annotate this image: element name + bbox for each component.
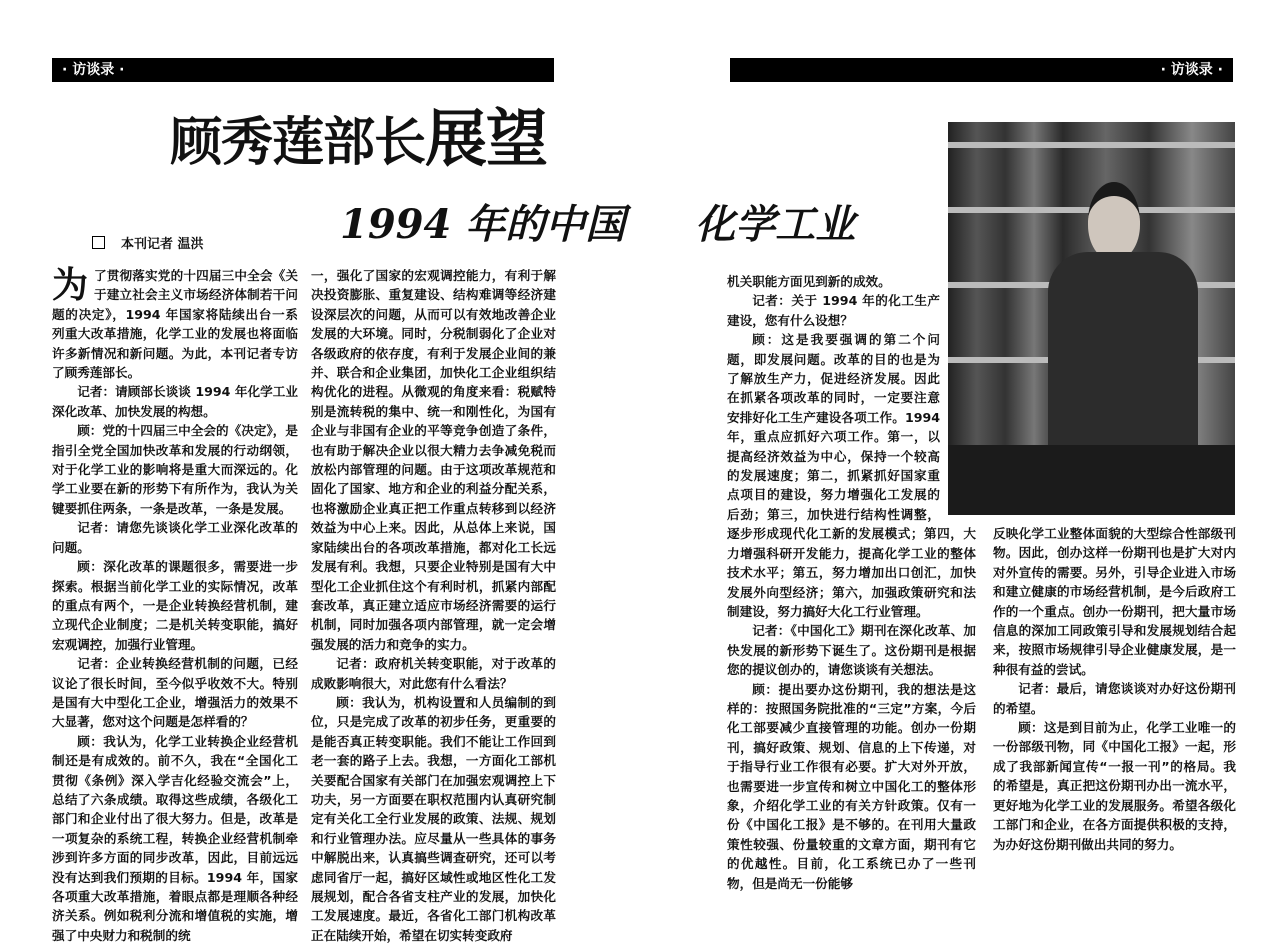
speaker-label: 顾： [77, 423, 103, 439]
speaker-label: 顾： [752, 681, 779, 697]
paragraph [52, 557, 298, 654]
paragraph [727, 272, 976, 291]
section-banner-right [730, 58, 1233, 82]
speaker-label: 顾： [77, 559, 104, 575]
paragraph-text: 请顾部长谈谈 1994 年化学工业深化改革、加快发展的构想。 [52, 384, 298, 419]
speaker-label: 顾： [336, 694, 363, 710]
article-title [170, 104, 547, 178]
drop-cap: 为 [52, 265, 89, 306]
paragraph-text: 一，强化了国家的宏观调控能力，有利于解决投资膨胀、重复建设、结构难调等经济建设深层次的问题，从而可以有效地改善企业发展的大环境。同时，分税制弱化了企业对各级政府的依存度，有利于发展企业间的兼并、联合和企业集团，加快化工企业组织结构优化的进程。从微观的角度来看：税赋特别是流转税的集中、统一和刚性化，为国有企业与非国有企业的平等竞争创造了条件，也有助于解决企业以很大精力去争减免税而放松内部管理的问题。由于这项改革规范和固化了国家、地方和企业的利益分配关系，也将激励企业真正把工作重点转移到以经济效益为中心上来。因此，从总体上来说，国家陆续出台的各项改革措施，都对化工长远发展有利。我想，只要企业特别是国有大中型化工企业抓住这个有利时机，抓紧内部配套改革，真正建立适应市场经济需要的运行机制，同时加强各项内部管理，就一定会增强发展的活力和竞争的实力。 [311, 268, 556, 652]
subtitle-part1: 1994 年的中国 [340, 201, 626, 248]
subtitle-part2: 化学工业 [695, 201, 856, 248]
article-column-right-1 [727, 272, 976, 893]
portrait-photo [948, 122, 1235, 515]
paragraph [52, 266, 298, 382]
paragraph-text: 提出要办这份期刊，我的想法是这样的：按照国务院批准的“三定”方案，今后化工部要减少直接管理的功能。创办一份期刊，搞好政策、规划、信息的上下传递，对于指导行业工作很有必要。扩大对外开放，也需要进一步宣传和树立中国化工的整体形象，介绍化学工业的有关方针政策。仅有一份《中国化工报》是不够的。在刊用大量政策性较强、份量较重的文章方面，期刊有它的优越性。目前，化工系统已办了一些刊物，但是尚无一份能够 [727, 681, 977, 891]
paragraph [52, 518, 298, 557]
speaker-label: 顾： [752, 332, 782, 348]
paragraph [727, 291, 976, 330]
paragraph-text: 政府机关转变职能，对于改革的成败影响很大，对此您有什么看法？ [311, 656, 557, 691]
paragraph-text: 请您先谈谈化学工业深化改革的问题。 [52, 520, 299, 555]
paragraph-text: 我认为，化学工业转换企业经营机制还是有成效的。前不久，我在“全国化工贯彻《条例》深入学吉化经验交流会”上，总结了六条成绩。取得这些成绩，各级化工部门和企业付出了很大努力。但是，改革是一项复杂的系统工程，转换企业经营机制牵涉到许多方面的同步改革，因此，目前远远没有达到我们预期的目标。1994 年，国家各项重大改革措施，着眼点都是理顺各种经济关系。例如税利分流和增值税的实施，增强了中央财力和税制的统 [52, 733, 299, 943]
speaker-label: 记者： [77, 656, 117, 672]
speaker-label: 顾： [77, 733, 104, 749]
paragraph-text: 这是到目前为止，化学工业唯一的一份部级刊物，同《中国化工报》一起，形成了我部新闻宣传“一报一刊”的格局。我的希望是，真正把这份期刊办出一流水平，更好地为化学工业的发展服务。希望各级化工部门和企业，在各方面提供积极的支持，为办好这份期刊做出共同的努力。 [993, 720, 1237, 852]
speaker-label: 记者： [1018, 681, 1057, 697]
paragraph-text: 最后，请您谈谈对办好这份期刊的希望。 [993, 681, 1237, 716]
paragraph-text: 企业转换经营机制的问题，已经议论了很长时间，至今似乎收效不大。特别是国有大中型化工企业，增强活力的效果不大显著，您对这个问题是怎样看的？ [52, 656, 299, 730]
article-subtitle [340, 193, 855, 250]
paragraph [727, 680, 976, 893]
paragraph-text: 关于 1994 年的化工生产建设，您有什么设想？ [727, 293, 941, 328]
paragraph [727, 621, 976, 679]
paragraph-text: 《中国化工》期刊在深化改革、加快发展的新形势下诞生了。这份期刊是根据您的提议创办的，请您谈谈有关想法。 [727, 623, 977, 678]
article-column-left-1 [52, 266, 298, 945]
section-label: · 访谈录 · [1160, 62, 1223, 78]
paragraph [311, 266, 556, 654]
paragraph [52, 654, 298, 732]
paragraph [311, 654, 556, 693]
speaker-label: 记者： [336, 656, 376, 672]
paragraph [993, 679, 1236, 718]
paragraph-text: 党的十四届三中全会的《决定》，是指引全党全国加快改革和发展的行动纲领，对于化学工业的影响将是重大而深远的。化学工业要在新的形势下有所作为，我认为关键要抓住两条，一条是改革，一条是发展。 [52, 423, 299, 516]
paragraph-text: 机关职能方面见到新的成效。 [727, 274, 891, 289]
paragraph-text: 我认为，机构设置和人员编制的到位，只是完成了改革的初步任务，更重要的是能否真正转变职能。我们不能让工作回到老一套的路子上去。我想，一方面化工部机关要配合国家有关部门在加强宏观调控上下功夫，另一方面要在职权范围内认真研究制定有关化工全行业发展的政策、法规、规划和行业管理办法。应尽量从一些具体的事务中解脱出来，认真搞些调查研究，还可以考虑同省厅一起，搞好区域性或地区性化工发展规划，配合各省支柱产业的发展，加快化工发展速度。最近，各省化工部门机构改革正在陆续开始，希望在切实转变政府 [311, 694, 557, 943]
byline-text: 本刊记者 温洪 [121, 237, 204, 252]
paragraph [52, 382, 298, 421]
speaker-label: 顾： [1018, 720, 1044, 736]
speaker-label: 记者： [752, 293, 792, 309]
speaker-label: 记者： [77, 520, 117, 536]
paragraph [993, 718, 1236, 854]
paragraph [52, 421, 298, 518]
paragraph [727, 330, 976, 621]
byline [92, 233, 204, 252]
section-label: · 访谈录 · [62, 62, 125, 78]
speaker-label: 记者： [77, 384, 116, 400]
speaker-label: 记者： [752, 623, 791, 639]
title-part1: 顾秀莲部长 [170, 113, 426, 173]
paragraph [993, 524, 1236, 679]
paragraph-text: 深化改革的课题很多，需要进一步探索。根据当前化学工业的实际情况，改革的重点有两个，一是企业转换经营机制，建立现代企业制度；二是机关转变职能，搞好宏观调控，加强行业管理。 [52, 559, 299, 652]
paragraph [52, 732, 298, 945]
article-column-left-2 [311, 266, 556, 945]
paragraph-text: 了贯彻落实党的十四届三中全会《关于建立社会主义市场经济体制若干问题的决定》，1994 年国家将陆续出台一系列重大改革措施，化学工业的发展也将面临许多新情况和新问题。为此，本刊记者专访了顾秀莲部长。 [52, 268, 298, 381]
paragraph-text: 这是我要强调的第二个问题，即发展问题。改革的目的也是为了解放生产力，促进经济发展。因此在抓紧各项改革的同时，一定要注意安排好化工生产建设各项工作。1994 年，重点应抓好六项工作。第一，以提高经济效益为中心，保持一个较高的发展速度；第二，抓紧抓好国家重点项目的建设，努力增强化工发展的后劲；第三，加快进行结构性调整，逐步形成现代化工新的发展模式；第四，大力增强科研开发能力，提高化学工业的整体技术水平；第五，努力增加出口创汇，加快发展外向型经济；第六，加强政策研究和法制建设，努力搞好大化工行业管理。 [727, 332, 976, 619]
section-banner-left [52, 58, 554, 82]
article-column-right-2 [993, 524, 1236, 854]
paragraph-text: 反映化学工业整体面貌的大型综合性部级刊物。因此，创办这样一份期刊也是扩大对内对外宣传的需要。另外，引导企业进入市场和建立健康的市场经营机制，是今后政府工作的一个重点。创办一份期刊，把大量市场信息的深加工同政策引导和发展规划结合起来，按照市场规律引导企业健康发展，是一种很有益的尝试。 [993, 526, 1236, 677]
square-bullet-icon [92, 236, 105, 249]
title-part2: 展望 [425, 102, 548, 175]
